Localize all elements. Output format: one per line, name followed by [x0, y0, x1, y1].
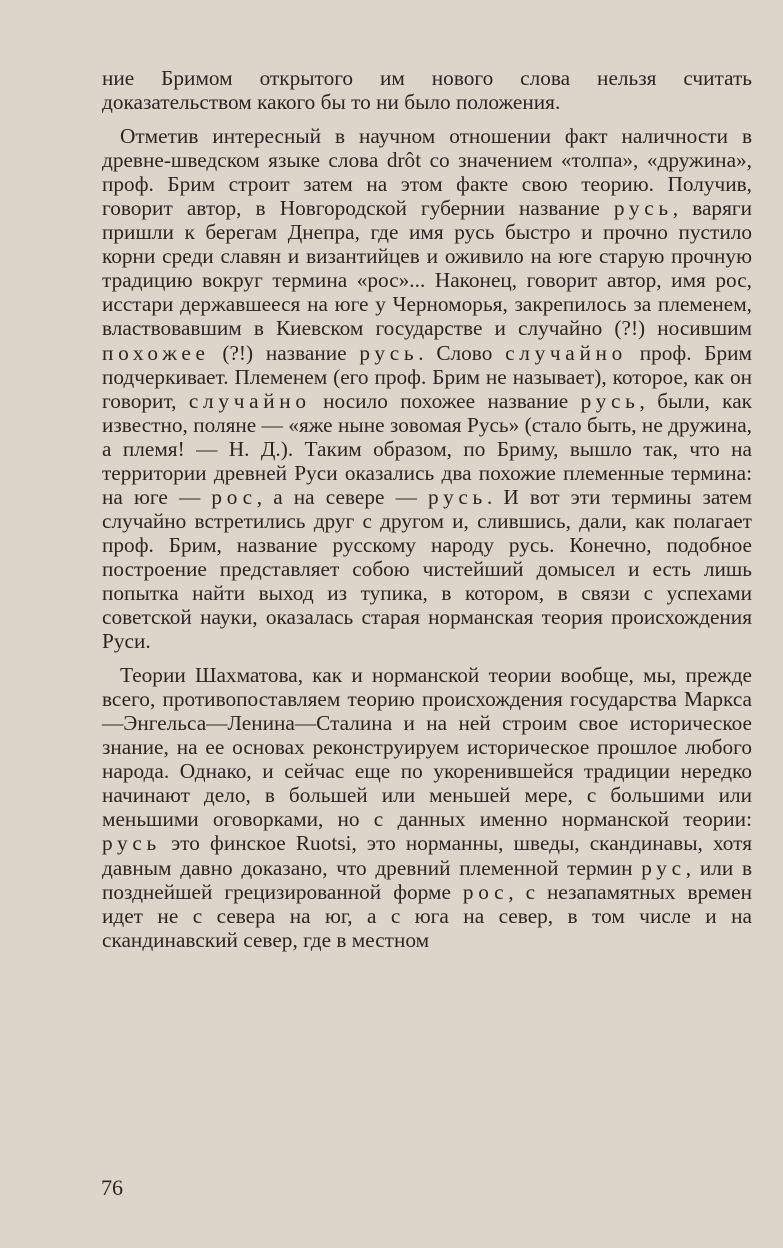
text-segment: Теории Шахматова, как и норманской теории вообще, мы, прежде всего, противопоставляем теорию происхождения государства Маркса—Энгельса—Ленина—Сталина и на ней строим свое историческое знание, на ее основах реконструируем историческое прошлое любого народа. Однако, и сейчас еще по укоренившейся традиции нередко начинают дело, в большей или меньшей мере, с большими или меньшими оговорками, но с данных именно норманской теории: — [102, 663, 752, 832]
text-segment: , а на севере — — [256, 484, 429, 509]
spaced-term: рос — [462, 879, 509, 904]
spaced-term: русь — [359, 340, 419, 365]
spaced-term: похожее — [102, 340, 210, 365]
spaced-term: русь — [102, 831, 161, 856]
text-segment: . И вот эти термины затем случайно встретились друг с другом и, слившись, дали, как полагает проф. Брим, название русскому народу русь. Конечно, подобное построение представляет собою чистейший домысел и есть лишь попытка найти выход из тупика, в котором, в связи с успехами советской науки, оказалась старая норманская теория происхождения Руси. — [102, 484, 752, 654]
text-segment: , были, как известно, поляне — «яже ныне зовомая Русь» (стало быть, не дружина, а племя! — Н. Д.). Таким образом, по Бриму, вышло так, что на территории древней Руси оказались два похожие племенные термина: на юге — — [102, 388, 753, 509]
page-number: 76 — [101, 1175, 123, 1200]
text-segment: носило похожее название — [310, 388, 581, 413]
spaced-term: русь — [428, 484, 487, 509]
page-text — [102, 66, 752, 952]
text-segment: , с незапамятных времен идет не с севера на юг, а с юга на север, в том числе и на скандинавский север, где в местном — [102, 879, 752, 952]
paragraph-1 — [102, 66, 752, 114]
spaced-term: рос — [211, 484, 257, 509]
spaced-term: русь — [580, 388, 640, 413]
text-segment: Отметив интересный в научном отношении факт наличности в древне-шведском языке слова drôt со значением «толпа», «дружина», проф. Брим строит затем на этом факте свою теорию. Получив, говорит автор, в Новгородской губернии название — [102, 124, 752, 221]
text-segment: , варяги пришли к берегам Днепра, где имя русь быстро и прочно пустило корни среди славян и византийцев и оживило на юге старую прочную традицию вокруг термина «рос»... Наконец, говорит автор, имя рос, исстари державшееся на юге у Черноморья, закрепилось за племенем, властвовавшим в Киевском государстве и случайно (?!) носившим — [102, 196, 753, 341]
paragraph-3 — [102, 663, 752, 952]
text-segment: , или в позднейшей грецизированной форме — [102, 855, 752, 904]
spaced-term: русь — [613, 196, 673, 221]
text-segment: (?!) название — [209, 340, 360, 365]
paragraph-2 — [102, 124, 752, 653]
text-segment: это финское Ruotsi, это норманны, шведы, скандинавы, хотя давным давно доказано, что древний племенной термин — [102, 831, 752, 880]
spaced-term: рус — [641, 855, 686, 880]
text-segment: проф. Брим подчеркивает. Племенем (его проф. Брим не называет), которое, как он говорит, — [102, 340, 753, 413]
text-segment: . Слово — [418, 340, 506, 365]
spaced-term: случайно — [505, 340, 627, 365]
spaced-term: случайно — [188, 388, 311, 413]
paragraph-text: ние Бримом открытого им нового слова нельзя считать доказательством какого бы то ни было положения. — [102, 66, 752, 115]
